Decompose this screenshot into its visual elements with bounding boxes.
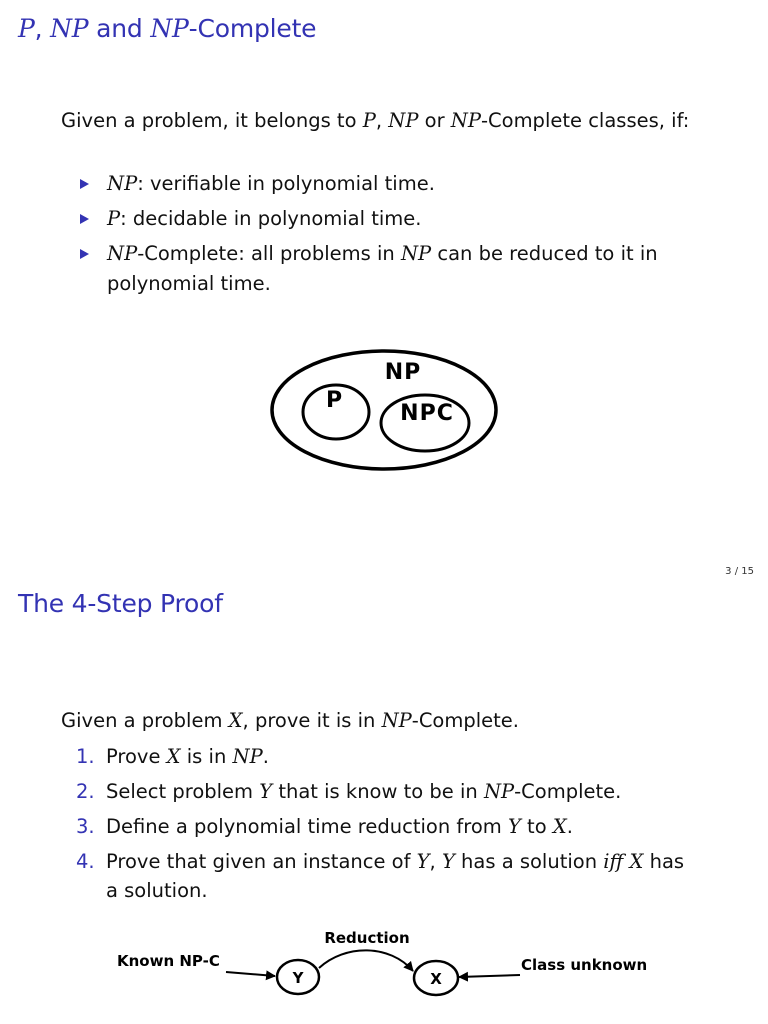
variable-x: X [228, 709, 243, 732]
step-text: has a solution [454, 850, 604, 873]
step-number: 2. [76, 780, 95, 803]
class-p-symbol: P [362, 109, 376, 132]
class-p-symbol: P [107, 207, 121, 230]
step-number: 4. [76, 850, 95, 873]
step-number: 3. [76, 815, 95, 838]
step-text: Select problem [106, 780, 260, 803]
class-p-symbol: P [18, 14, 35, 43]
variable-x: X [552, 815, 567, 838]
intro-pre: Given a problem, it belongs to [61, 109, 363, 132]
iff-emphasis: iff [603, 850, 624, 873]
p-label: P [325, 388, 343, 413]
class-unknown-label: Class unknown [521, 956, 648, 974]
step-text: , [429, 850, 442, 873]
intro-post: -Complete. [411, 709, 519, 732]
title-complete-text: -Complete [188, 14, 317, 43]
class-np-symbol: NP [107, 172, 138, 195]
step-text: Define a polynomial time reduction from [106, 815, 508, 838]
bullet-text: can be reduced to it in [431, 242, 658, 265]
page-number: 3 / 15 [725, 566, 754, 577]
class-np-symbol: NP [483, 780, 515, 803]
variable-x: X [166, 745, 181, 768]
class-np-symbol: NP [50, 14, 89, 43]
bullet-text: : verifiable in polynomial time. [137, 172, 435, 195]
variable-y: Y [259, 780, 273, 803]
variable-y: Y [416, 850, 430, 873]
class-np-symbol: NP [450, 109, 481, 132]
class-np-symbol: NP [107, 242, 138, 265]
bullet-text: -Complete: all problems in [137, 242, 401, 265]
reduction-diagram [0, 586, 768, 1024]
title-separator: , [34, 14, 51, 43]
variable-y: Y [441, 850, 455, 873]
variable-y: Y [507, 815, 521, 838]
class-np-symbol: NP [232, 745, 263, 768]
unknown-arrow [459, 975, 520, 977]
intro-post: -Complete classes, if: [480, 109, 690, 132]
bullet-text-continuation: polynomial time. [107, 272, 271, 295]
intro-pre: Given a problem [61, 709, 229, 732]
step-text: Prove [106, 745, 167, 768]
variable-x: X [629, 850, 644, 873]
title-and-text: and [88, 14, 151, 43]
slide-title: The 4-Step Proof [18, 589, 223, 618]
slide-4 [0, 586, 768, 1024]
np-label: NP [384, 360, 422, 385]
step-text: is in [180, 745, 233, 768]
step-text: has [643, 850, 685, 873]
step-text: . [566, 815, 573, 838]
step-number: 1. [76, 745, 95, 768]
reduction-arrow [319, 950, 413, 971]
known-arrow [226, 972, 275, 976]
step-text: -Complete. [514, 780, 622, 803]
class-np-symbol: NP [388, 109, 419, 132]
intro-mid: , prove it is in [242, 709, 382, 732]
class-np-symbol: NP [150, 14, 189, 43]
step-text: to [520, 815, 553, 838]
step-text-continuation: a solution. [106, 879, 208, 902]
step-text: . [262, 745, 269, 768]
intro-sep: , [375, 109, 389, 132]
intro-or: or [418, 109, 451, 132]
step-text: that is know to be in [272, 780, 484, 803]
node-y-label: Y [292, 969, 304, 987]
bullet-text: : decidable in polynomial time. [120, 207, 422, 230]
known-npc-label: Known NP-C [117, 952, 220, 970]
npc-label: NPC [400, 401, 454, 426]
node-x-label: X [430, 970, 442, 988]
class-np-symbol: NP [400, 242, 432, 265]
step-text: Prove that given an instance of [106, 850, 417, 873]
reduction-label: Reduction [324, 929, 410, 947]
class-np-symbol: NP [381, 709, 412, 732]
